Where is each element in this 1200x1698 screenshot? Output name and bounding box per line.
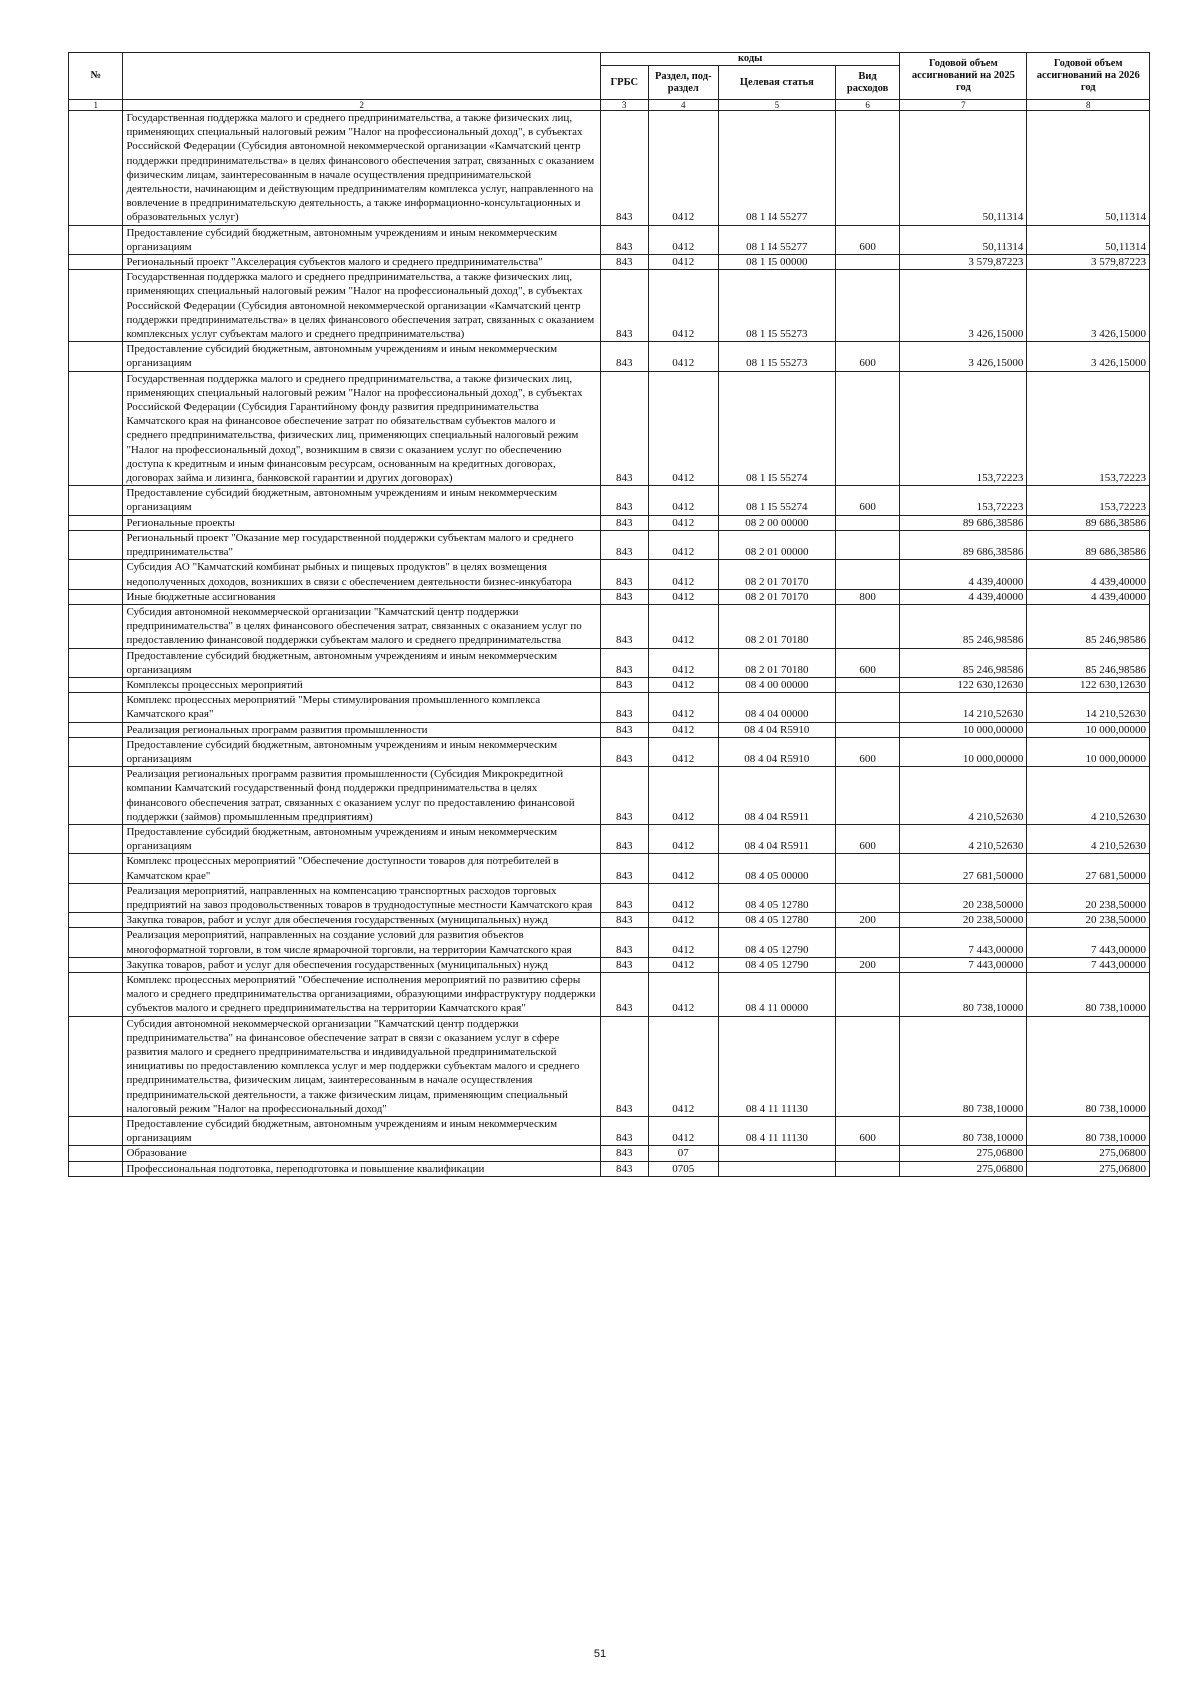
cell-vid: [835, 255, 900, 270]
table-header: [69, 53, 1150, 111]
cell-name: Региональный проект "Оказание мер государственной поддержки субъектам малого и среднего предпринимательства": [123, 530, 601, 559]
cell-v2025: 85 246,98586: [900, 604, 1027, 648]
cell-v2025: 153,72223: [900, 486, 1027, 515]
cell-sec: 0412: [648, 111, 718, 226]
cell-vid: [835, 111, 900, 226]
cell-name: Субсидия автономной некоммерческой организации "Камчатский центр поддержки предпринимательства" на финансовое обеспечение затрат в связи с оказанием услуг в сфере развития малого и среднего предпринимательства и индивидуальной предпринимательской инициативы по предоставлению комплекса услуг и мер поддержки субъектам малого и среднего предпринимательства, физическим лицам, заинтересованным в начале осуществления предпринимательской деятельности, а также физическим лицам, применяющим специальный налоговый режим "Налог на профессиональный доход": [123, 1016, 601, 1116]
cell-vid: [835, 1016, 900, 1116]
cell-vid: 600: [835, 342, 900, 371]
cell-grbs: 843: [600, 589, 648, 604]
table-row: [69, 722, 1150, 737]
cell-grbs: 843: [600, 371, 648, 486]
cell-vid: [835, 767, 900, 825]
cell-v2025: 4 439,40000: [900, 560, 1027, 589]
cell-sec: 0412: [648, 972, 718, 1016]
cell-sec: 07: [648, 1146, 718, 1161]
cell-sec: 0412: [648, 515, 718, 530]
cell-vid: 600: [835, 824, 900, 853]
cell-name: Региональные проекты: [123, 515, 601, 530]
cell-vid: 600: [835, 225, 900, 254]
cell-target: 08 2 01 70170: [718, 589, 835, 604]
cell-grbs: 843: [600, 486, 648, 515]
cell-vid: 600: [835, 648, 900, 677]
cell-target: 08 2 01 70170: [718, 560, 835, 589]
cell-name: Предоставление субсидий бюджетным, автономным учреждениям и иным некоммерческим организациям: [123, 1117, 601, 1146]
cell-target: 08 4 04 00000: [718, 693, 835, 722]
cell-name: Комплекс процессных мероприятий "Обеспечение исполнения мероприятий по развитию сферы малого и среднего предпринимательства организациями, образующими инфраструктуру поддержки субъектов малого и среднего предпринимательства на территории Камчатского края": [123, 972, 601, 1016]
cell-sec: 0412: [648, 693, 718, 722]
cell-target: [718, 1146, 835, 1161]
cell-target: 08 2 01 70180: [718, 604, 835, 648]
table-row: [69, 604, 1150, 648]
cell-name: Иные бюджетные ассигнования: [123, 589, 601, 604]
colnum: 1: [69, 100, 123, 111]
cell-num: [69, 270, 123, 342]
cell-target: 08 4 05 12780: [718, 913, 835, 928]
cell-sec: 0412: [648, 225, 718, 254]
cell-v2025: 3 579,87223: [900, 255, 1027, 270]
cell-sec: 0412: [648, 486, 718, 515]
budget-table-page: [68, 52, 1150, 1177]
cell-grbs: 843: [600, 928, 648, 957]
cell-v2026: 4 210,52630: [1027, 767, 1150, 825]
cell-v2025: 4 210,52630: [900, 767, 1027, 825]
cell-num: [69, 1161, 123, 1176]
cell-target: 08 1 I5 00000: [718, 255, 835, 270]
table-row: [69, 972, 1150, 1016]
cell-grbs: 843: [600, 530, 648, 559]
cell-name: Закупка товаров, работ и услуг для обеспечения государственных (муниципальных) нужд: [123, 957, 601, 972]
cell-name: Реализация мероприятий, направленных на создание условий для развития объектов многоформатной торговли, в том числе ярмарочной торговли, на территории Камчатского края: [123, 928, 601, 957]
table-row: [69, 928, 1150, 957]
cell-vid: [835, 1161, 900, 1176]
colnum: 5: [718, 100, 835, 111]
header-section: Раздел, под-раздел: [648, 66, 718, 100]
cell-num: [69, 824, 123, 853]
cell-num: [69, 1117, 123, 1146]
cell-target: 08 4 05 00000: [718, 854, 835, 883]
cell-v2025: 85 246,98586: [900, 648, 1027, 677]
cell-v2026: 275,06800: [1027, 1161, 1150, 1176]
cell-v2026: 80 738,10000: [1027, 1016, 1150, 1116]
cell-grbs: 843: [600, 111, 648, 226]
cell-target: 08 1 I4 55277: [718, 111, 835, 226]
colnum: 3: [600, 100, 648, 111]
table-row: [69, 1146, 1150, 1161]
colnum: 2: [123, 100, 601, 111]
header-codes: коды: [600, 53, 899, 66]
cell-sec: 0412: [648, 648, 718, 677]
cell-sec: 0412: [648, 270, 718, 342]
cell-vid: 600: [835, 486, 900, 515]
table-row: [69, 342, 1150, 371]
cell-grbs: 843: [600, 1146, 648, 1161]
cell-vid: [835, 854, 900, 883]
cell-num: [69, 883, 123, 912]
cell-v2026: 20 238,50000: [1027, 913, 1150, 928]
cell-target: 08 4 00 00000: [718, 677, 835, 692]
cell-v2026: 89 686,38586: [1027, 515, 1150, 530]
cell-sec: 0412: [648, 854, 718, 883]
cell-target: 08 4 05 12780: [718, 883, 835, 912]
cell-target: 08 1 I4 55277: [718, 225, 835, 254]
cell-vid: [835, 530, 900, 559]
header-num: №: [69, 53, 123, 100]
cell-vid: 800: [835, 589, 900, 604]
cell-vid: [835, 371, 900, 486]
cell-v2025: 80 738,10000: [900, 972, 1027, 1016]
cell-name: Комплекс процессных мероприятий "Меры стимулирования промышленного комплекса Камчатского края": [123, 693, 601, 722]
cell-v2025: 10 000,00000: [900, 722, 1027, 737]
cell-name: Комплексы процессных мероприятий: [123, 677, 601, 692]
cell-target: 08 2 01 70180: [718, 648, 835, 677]
cell-num: [69, 255, 123, 270]
cell-v2025: 50,11314: [900, 225, 1027, 254]
table-row: [69, 693, 1150, 722]
cell-num: [69, 854, 123, 883]
cell-name: Государственная поддержка малого и среднего предпринимательства, а также физических лиц, применяющих специальный налоговый режим "Налог на профессиональный доход", в субъектах Российской Федерации (Субсидия Гарантийному фонду развития предпринимательства Камчатского края на финансовое обеспечение затрат по обязательствам субъектов малого и среднего предпринимательства, физических лиц, применяющих специальный налоговый режим "Налог на профессиональный доход", возникшим в связи с оказанием услуг по обеспечению доступа к кредитным и иным финансовым ресурсам, основанным на кредитных договорах, договорах займа и лизинга, банковской гарантии и других договорах): [123, 371, 601, 486]
cell-sec: 0412: [648, 677, 718, 692]
cell-v2025: 4 210,52630: [900, 824, 1027, 853]
budget-table: [68, 52, 1150, 1177]
table-row: [69, 515, 1150, 530]
cell-v2025: 7 443,00000: [900, 928, 1027, 957]
cell-v2026: 153,72223: [1027, 486, 1150, 515]
cell-sec: 0412: [648, 913, 718, 928]
cell-v2026: 7 443,00000: [1027, 928, 1150, 957]
cell-num: [69, 957, 123, 972]
cell-v2026: 3 426,15000: [1027, 270, 1150, 342]
cell-target: 08 4 11 11130: [718, 1016, 835, 1116]
cell-vid: [835, 693, 900, 722]
cell-num: [69, 767, 123, 825]
cell-sec: 0412: [648, 589, 718, 604]
cell-name: Профессиональная подготовка, переподготовка и повышение квалификации: [123, 1161, 601, 1176]
colnum: 6: [835, 100, 900, 111]
cell-name: Государственная поддержка малого и среднего предпринимательства, а также физических лиц, применяющих специальный налоговый режим "Налог на профессиональный доход", в субъектах Российской Федерации (Субсидия автономной некоммерческой организации «Камчатский центр поддержки предпринимательства» в целях финансового обеспечения затрат, связанных с оказанием физическим лицам, заинтересованным в начале осуществления предпринимательской деятельности, начинающим и действующим предпринимателям комплекса услуг, направленного на вовлечение в предпринимательскую деятельность, а также информационно-консультационных и образовательных услуг): [123, 111, 601, 226]
table-row: [69, 1161, 1150, 1176]
cell-vid: [835, 1146, 900, 1161]
cell-target: 08 1 I5 55274: [718, 371, 835, 486]
table-row: [69, 957, 1150, 972]
cell-target: 08 4 05 12790: [718, 957, 835, 972]
cell-vid: [835, 928, 900, 957]
cell-vid: [835, 604, 900, 648]
cell-num: [69, 589, 123, 604]
cell-vid: 600: [835, 1117, 900, 1146]
table-row: [69, 1016, 1150, 1116]
cell-target: 08 1 I5 55273: [718, 270, 835, 342]
cell-num: [69, 1146, 123, 1161]
cell-grbs: 843: [600, 225, 648, 254]
table-row: [69, 648, 1150, 677]
cell-num: [69, 486, 123, 515]
cell-sec: 0412: [648, 722, 718, 737]
cell-grbs: 843: [600, 342, 648, 371]
cell-target: 08 4 11 11130: [718, 1117, 835, 1146]
cell-grbs: 843: [600, 957, 648, 972]
cell-grbs: 843: [600, 255, 648, 270]
cell-v2025: 80 738,10000: [900, 1016, 1027, 1116]
cell-name: Предоставление субсидий бюджетным, автономным учреждениям и иным некоммерческим организациям: [123, 824, 601, 853]
header-vol2025: Годовой объем ассигнований на 2025 год: [900, 53, 1027, 100]
cell-name: Реализация мероприятий, направленных на компенсацию транспортных расходов торговых предприятий на завоз продовольственных товаров в труднодоступные местности Камчатского края: [123, 883, 601, 912]
cell-v2026: 10 000,00000: [1027, 737, 1150, 766]
header-vol2026: Годовой объем ассигнований на 2026 год: [1027, 53, 1150, 100]
cell-name: Субсидия автономной некоммерческой организации "Камчатский центр поддержки предпринимательства" в целях финансового обеспечения затрат, связанных с оказанием услуг по предоставлению финансовой поддержки субъектам малого и среднего предпринимательства: [123, 604, 601, 648]
cell-vid: [835, 972, 900, 1016]
cell-name: Реализация региональных программ развития промышленности: [123, 722, 601, 737]
table-row: [69, 589, 1150, 604]
cell-num: [69, 560, 123, 589]
cell-v2025: 153,72223: [900, 371, 1027, 486]
cell-v2025: 27 681,50000: [900, 854, 1027, 883]
cell-grbs: 843: [600, 560, 648, 589]
cell-num: [69, 342, 123, 371]
cell-v2025: 275,06800: [900, 1146, 1027, 1161]
cell-name: Реализация региональных программ развития промышленности (Субсидия Микрокредитной компании Камчатский государственный фонд поддержки предпринимательства в целях финансового обеспечения затрат, связанных с оказанием услуг по предоставлению финансовой поддержки (займов) промышленным предприятиям): [123, 767, 601, 825]
colnum: 7: [900, 100, 1027, 111]
cell-num: [69, 515, 123, 530]
cell-sec: 0412: [648, 1117, 718, 1146]
cell-grbs: 843: [600, 648, 648, 677]
cell-vid: 200: [835, 913, 900, 928]
page-number: 51: [593, 1648, 607, 1660]
cell-target: 08 4 11 00000: [718, 972, 835, 1016]
cell-vid: 200: [835, 957, 900, 972]
cell-num: [69, 1016, 123, 1116]
cell-v2026: 122 630,12630: [1027, 677, 1150, 692]
cell-grbs: 843: [600, 1117, 648, 1146]
cell-sec: 0412: [648, 824, 718, 853]
cell-vid: [835, 270, 900, 342]
cell-sec: 0412: [648, 957, 718, 972]
cell-name: Субсидия АО "Камчатский комбинат рыбных и пищевых продуктов" в целях возмещения недополученных доходов, возникших в связи с обеспечением деятельности бизнес-инкубатора: [123, 560, 601, 589]
cell-v2025: 20 238,50000: [900, 883, 1027, 912]
table-row: [69, 270, 1150, 342]
cell-num: [69, 604, 123, 648]
table-row: [69, 824, 1150, 853]
cell-num: [69, 928, 123, 957]
table-row: [69, 486, 1150, 515]
cell-sec: 0412: [648, 371, 718, 486]
cell-v2026: 80 738,10000: [1027, 1117, 1150, 1146]
cell-v2025: 7 443,00000: [900, 957, 1027, 972]
cell-target: 08 1 I5 55273: [718, 342, 835, 371]
cell-grbs: 843: [600, 693, 648, 722]
cell-num: [69, 111, 123, 226]
cell-name: Предоставление субсидий бюджетным, автономным учреждениям и иным некоммерческим организациям: [123, 225, 601, 254]
cell-target: 08 1 I5 55274: [718, 486, 835, 515]
table-row: [69, 677, 1150, 692]
cell-grbs: 843: [600, 737, 648, 766]
cell-v2026: 50,11314: [1027, 225, 1150, 254]
cell-vid: [835, 883, 900, 912]
cell-name: Предоставление субсидий бюджетным, автономным учреждениям и иным некоммерческим организациям: [123, 342, 601, 371]
table-row: [69, 255, 1150, 270]
cell-grbs: 843: [600, 677, 648, 692]
cell-grbs: 843: [600, 604, 648, 648]
cell-target: [718, 1161, 835, 1176]
cell-num: [69, 972, 123, 1016]
cell-vid: [835, 515, 900, 530]
cell-v2026: 85 246,98586: [1027, 604, 1150, 648]
cell-target: 08 4 05 12790: [718, 928, 835, 957]
cell-name: Образование: [123, 1146, 601, 1161]
cell-grbs: 843: [600, 1016, 648, 1116]
cell-sec: 0412: [648, 530, 718, 559]
cell-v2025: 4 439,40000: [900, 589, 1027, 604]
cell-v2026: 50,11314: [1027, 111, 1150, 226]
cell-grbs: 843: [600, 722, 648, 737]
cell-v2026: 4 439,40000: [1027, 589, 1150, 604]
cell-sec: 0412: [648, 255, 718, 270]
cell-v2026: 85 246,98586: [1027, 648, 1150, 677]
cell-v2026: 275,06800: [1027, 1146, 1150, 1161]
cell-v2025: 80 738,10000: [900, 1117, 1027, 1146]
cell-num: [69, 693, 123, 722]
cell-sec: 0412: [648, 737, 718, 766]
table-row: [69, 371, 1150, 486]
cell-target: 08 4 04 R5911: [718, 824, 835, 853]
header-target: Целевая статья: [718, 66, 835, 100]
cell-v2026: 3 426,15000: [1027, 342, 1150, 371]
cell-num: [69, 530, 123, 559]
cell-grbs: 843: [600, 270, 648, 342]
cell-v2025: 20 238,50000: [900, 913, 1027, 928]
cell-grbs: 843: [600, 767, 648, 825]
cell-num: [69, 648, 123, 677]
table-body: [69, 111, 1150, 1177]
cell-num: [69, 722, 123, 737]
header-name: [123, 53, 601, 100]
table-row: [69, 883, 1150, 912]
table-row: [69, 913, 1150, 928]
table-row: [69, 854, 1150, 883]
cell-v2025: 10 000,00000: [900, 737, 1027, 766]
table-row: [69, 560, 1150, 589]
cell-grbs: 843: [600, 883, 648, 912]
cell-v2026: 4 210,52630: [1027, 824, 1150, 853]
cell-v2025: 275,06800: [900, 1161, 1027, 1176]
cell-sec: 0412: [648, 928, 718, 957]
cell-grbs: 843: [600, 824, 648, 853]
cell-target: 08 2 01 00000: [718, 530, 835, 559]
cell-v2026: 4 439,40000: [1027, 560, 1150, 589]
cell-vid: [835, 677, 900, 692]
cell-v2026: 7 443,00000: [1027, 957, 1150, 972]
cell-name: Комплекс процессных мероприятий "Обеспечение доступности товаров для потребителей в Камчатском крае": [123, 854, 601, 883]
cell-v2025: 122 630,12630: [900, 677, 1027, 692]
table-row: [69, 737, 1150, 766]
cell-num: [69, 225, 123, 254]
cell-name: Предоставление субсидий бюджетным, автономным учреждениям и иным некоммерческим организациям: [123, 737, 601, 766]
cell-sec: 0412: [648, 1016, 718, 1116]
cell-vid: 600: [835, 737, 900, 766]
cell-num: [69, 913, 123, 928]
header-grbs: ГРБС: [600, 66, 648, 100]
cell-grbs: 843: [600, 1161, 648, 1176]
cell-grbs: 843: [600, 515, 648, 530]
cell-v2026: 3 579,87223: [1027, 255, 1150, 270]
cell-name: Региональный проект "Акселерация субъектов малого и среднего предпринимательства": [123, 255, 601, 270]
cell-v2025: 89 686,38586: [900, 515, 1027, 530]
cell-v2025: 3 426,15000: [900, 270, 1027, 342]
cell-grbs: 843: [600, 854, 648, 883]
colnum: 8: [1027, 100, 1150, 111]
cell-num: [69, 737, 123, 766]
cell-grbs: 843: [600, 913, 648, 928]
cell-target: 08 4 04 R5910: [718, 722, 835, 737]
cell-v2025: 89 686,38586: [900, 530, 1027, 559]
table-row: [69, 1117, 1150, 1146]
header-exp-type: Вид расходов: [835, 66, 900, 100]
cell-v2026: 80 738,10000: [1027, 972, 1150, 1016]
cell-sec: 0705: [648, 1161, 718, 1176]
cell-sec: 0412: [648, 342, 718, 371]
cell-name: Предоставление субсидий бюджетным, автономным учреждениям и иным некоммерческим организациям: [123, 648, 601, 677]
cell-v2026: 153,72223: [1027, 371, 1150, 486]
table-row: [69, 767, 1150, 825]
colnum: 4: [648, 100, 718, 111]
cell-sec: 0412: [648, 767, 718, 825]
table-row: [69, 225, 1150, 254]
cell-v2025: 14 210,52630: [900, 693, 1027, 722]
cell-target: 08 4 04 R5911: [718, 767, 835, 825]
cell-v2026: 20 238,50000: [1027, 883, 1150, 912]
cell-v2026: 14 210,52630: [1027, 693, 1150, 722]
cell-num: [69, 677, 123, 692]
cell-num: [69, 371, 123, 486]
table-row: [69, 111, 1150, 226]
cell-name: Предоставление субсидий бюджетным, автономным учреждениям и иным некоммерческим организациям: [123, 486, 601, 515]
cell-v2026: 27 681,50000: [1027, 854, 1150, 883]
cell-v2026: 10 000,00000: [1027, 722, 1150, 737]
cell-sec: 0412: [648, 604, 718, 648]
cell-v2025: 3 426,15000: [900, 342, 1027, 371]
cell-name: Закупка товаров, работ и услуг для обеспечения государственных (муниципальных) нужд: [123, 913, 601, 928]
table-row: [69, 530, 1150, 559]
cell-v2026: 89 686,38586: [1027, 530, 1150, 559]
cell-target: 08 2 00 00000: [718, 515, 835, 530]
cell-sec: 0412: [648, 560, 718, 589]
cell-vid: [835, 560, 900, 589]
cell-name: Государственная поддержка малого и среднего предпринимательства, а также физических лиц, применяющих специальный налоговый режим "Налог на профессиональный доход", в субъектах Российской Федерации (Субсидия автономной некоммерческой организации «Камчатский центр поддержки предпринимательства» в целях финансового обеспечения затрат, связанных с оказанием комплексных услуг субъектам малого и среднего предпринимательства): [123, 270, 601, 342]
cell-sec: 0412: [648, 883, 718, 912]
cell-vid: [835, 722, 900, 737]
cell-target: 08 4 04 R5910: [718, 737, 835, 766]
cell-v2025: 50,11314: [900, 111, 1027, 226]
cell-grbs: 843: [600, 972, 648, 1016]
